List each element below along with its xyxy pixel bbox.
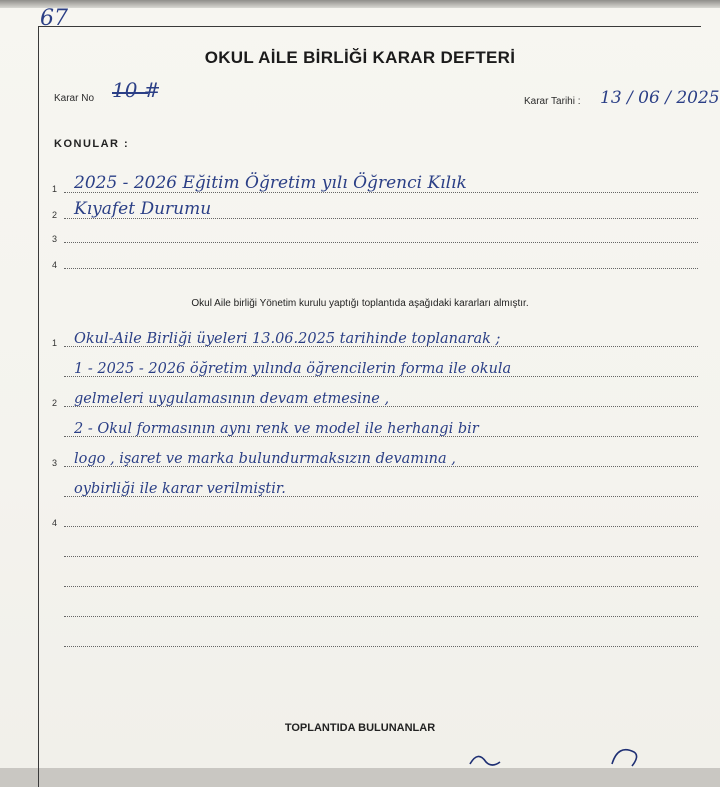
- dotted-rule: [64, 556, 698, 557]
- konu-line-number: 2: [52, 210, 58, 220]
- karar-line-number: 4: [52, 518, 58, 528]
- konu-line-number: 1: [52, 184, 58, 194]
- karar-line-text: Okul-Aile Birliği üyeleri 13.06.2025 tarihinde toplanarak ;: [74, 331, 501, 347]
- karar-line-number: 3: [52, 458, 58, 468]
- karar-no-value: 10 #: [112, 78, 161, 102]
- konular-label: KONULAR :: [54, 138, 130, 150]
- karar-line: [52, 600, 698, 620]
- konu-line: [52, 173, 698, 196]
- dotted-rule: [64, 268, 698, 269]
- page-title: OKUL AİLE BİRLİĞİ KARAR DEFTERİ: [204, 48, 516, 67]
- karar-line: [52, 540, 698, 560]
- konu-line: [52, 226, 698, 246]
- karar-tarihi-value: 13 / 06 / 2025: [600, 88, 720, 108]
- karar-line: [52, 360, 698, 380]
- karar-line-text: logo , işaret ve marka bulundurmaksızın devamına ,: [74, 451, 456, 467]
- intro-sentence: Okul Aile birliği Yönetim kurulu yaptığı toplantıda aşağıdaki kararları almıştır.: [191, 298, 529, 309]
- karar-line: [52, 630, 698, 650]
- karar-line: [52, 390, 698, 410]
- karar-line-text: 1 - 2025 - 2026 öğretim yılında öğrencilerin forma ile okula: [74, 361, 512, 377]
- karar-line: [52, 570, 698, 590]
- konu-line-text: 2025 - 2026 Eğitim Öğretim yılı Öğrenci Kılık: [74, 173, 467, 193]
- konu-line: [52, 252, 698, 272]
- karar-no-label: Karar No: [54, 93, 95, 104]
- karar-line: [52, 450, 698, 470]
- attendees-heading: TOPLANTIDA BULUNANLAR: [284, 722, 436, 734]
- karar-line-number: 2: [52, 398, 58, 408]
- dotted-rule: [64, 586, 698, 587]
- konu-line-number: 4: [52, 260, 58, 270]
- konu-line-number: 3: [52, 234, 58, 244]
- karar-line-text: gelmeleri uygulamasının devam etmesine ,: [74, 391, 390, 407]
- karar-tarihi-label: Karar Tarihi :: [524, 96, 581, 107]
- karar-line: [52, 330, 698, 350]
- page-number: 67: [40, 6, 68, 31]
- konu-line: [52, 199, 698, 222]
- dotted-rule: [64, 616, 698, 617]
- karar-line-text: oybirliği ile karar verilmiştir.: [74, 481, 286, 497]
- karar-line-number: 1: [52, 338, 58, 348]
- karar-line: [52, 480, 698, 500]
- signature-scribbles: [0, 740, 720, 768]
- dotted-rule: [64, 242, 698, 243]
- konu-line-text: Kıyafet Durumu: [74, 199, 212, 219]
- karar-line: [52, 510, 698, 530]
- karar-line-text: 2 - Okul formasının aynı renk ve model ile herhangi bir: [74, 421, 479, 437]
- page-top-shadow: [0, 0, 720, 8]
- dotted-rule: [64, 526, 698, 527]
- karar-line: [52, 420, 698, 440]
- dotted-rule: [64, 646, 698, 647]
